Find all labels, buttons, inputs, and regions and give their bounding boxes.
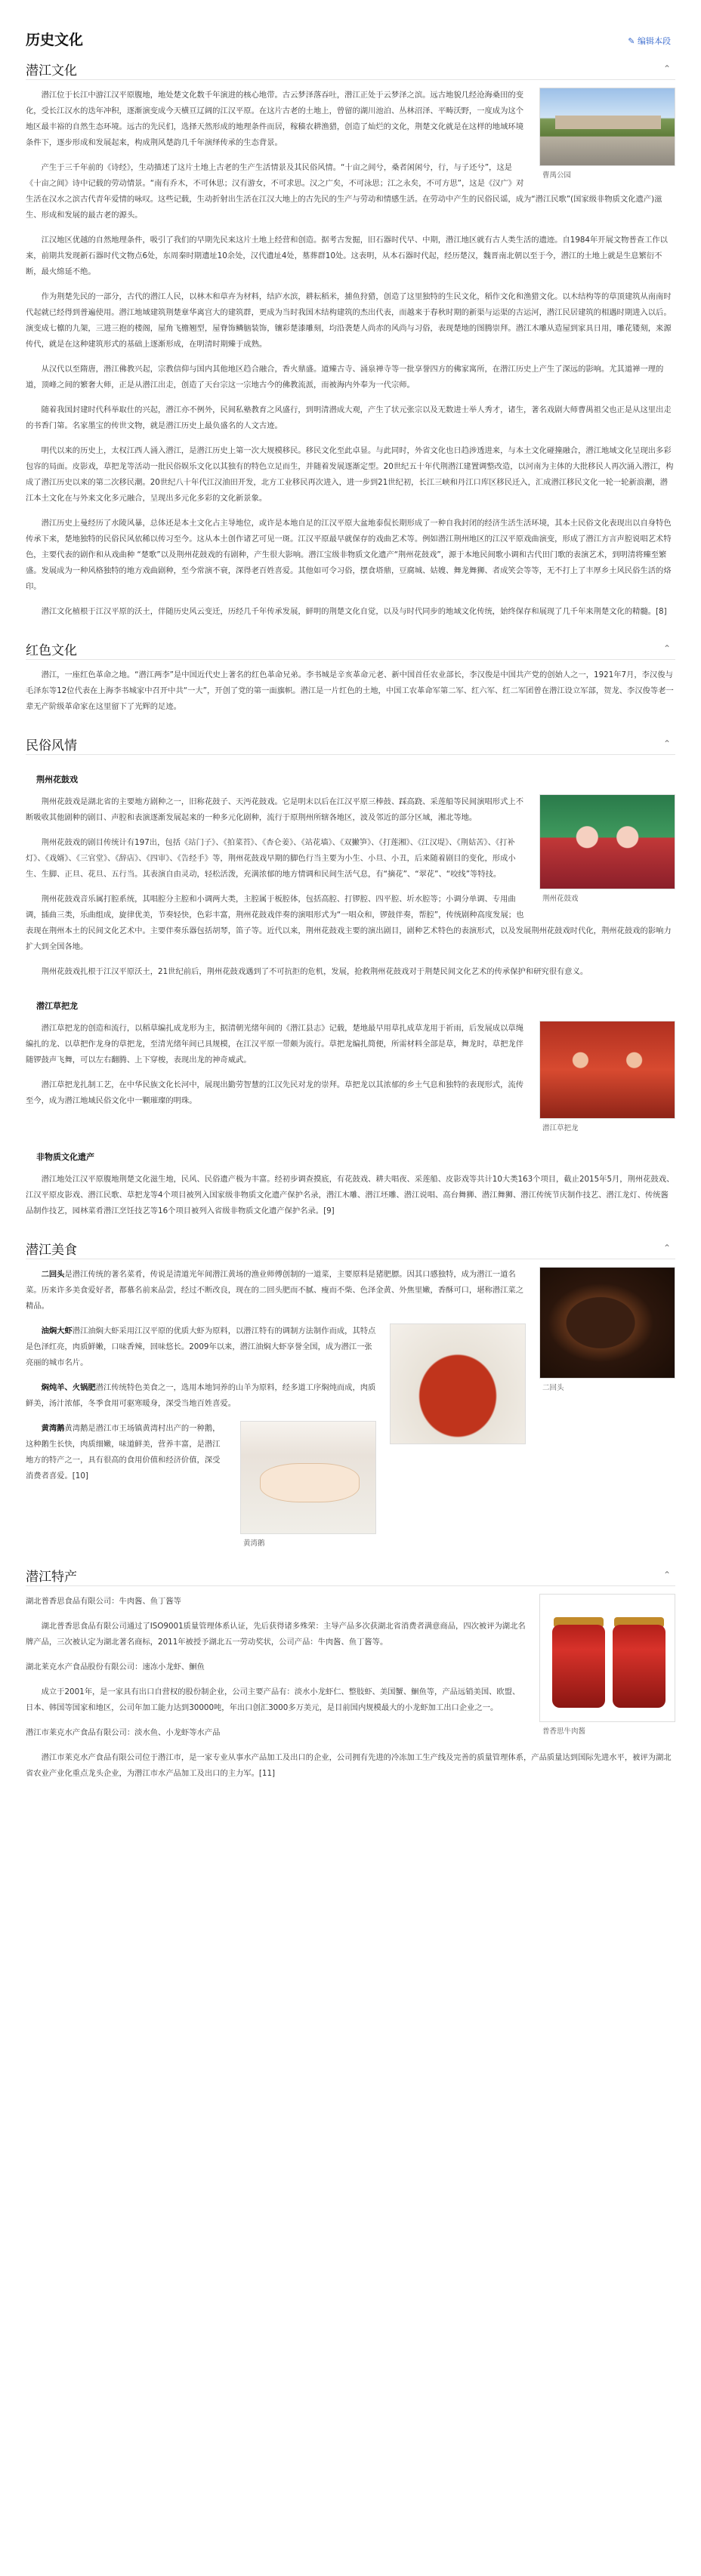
figure-park[interactable] bbox=[539, 88, 675, 180]
figure-caption: 曹禺公园 bbox=[542, 171, 572, 180]
section-body-food bbox=[26, 1259, 675, 1560]
paragraph: 作为荆楚先民的一部分，古代的潜江人民，以林木和草卉为材料，结庐水滨，耕耘稻米，捕鱼狩猎，创造了这里独特的生民文化，稻作文化和渔猎文化。以木结构等的草顶建筑从南南时代起就已经得到普遍使用。潜江地域建筑荆楚章华离宫大的建筑群，更成为当时我国木结构建筑的杰出代表，而越来于春秋时期的新渠与运渠的古运河，潜江民居建筑的相遇时期进入以后。演变成七檩的九架，三进三抱的楼阁，屋角飞檐翘型，屋脊饰鳞脑装饰，镶彩楚漆雕刻，均沿袭楚人尚赤的风尚与习俗，表现楚地的图腾崇拜。潜江木雕从造屋到家具日用，雕花镂刻，来源传代，就是在这种建筑形式的基础上逐渐形成，在明清时期臻于成熟。 bbox=[26, 292, 672, 349]
figure-caption: 潜江草把龙 bbox=[542, 1124, 579, 1132]
paragraph: 潜江，一座红色革命之地。“潜江两李”是中国近代史上著名的红色革命兄弟。李书城是辛亥革命元老、新中国首任农业部长，李汉俊是中国共产党的创始人之一，1921年7月，李汉俊与毛泽东等12位代表在上海李书城家中召开中共“一大”，开创了党的第一面旗帜。潜江是一片红色的土地，中国工农革命军第二军、红六军、红二军团曾在潜江设立军部，贺龙、李汉俊等老一辈无产阶级革命家在这里留下了光辉的足迹。 bbox=[26, 670, 674, 711]
food-name: 焖炖羊、火锅肥 bbox=[41, 1383, 96, 1392]
paragraph: 明代以来的历史上，太权江西人涌入潜江，是潜江历史上第一次大规模移民。移民文化至此卓显。与此同时，外省文化也日趋涉透进来，与本土文化碰撞融合，潜江地域文化呈现出多彩包容的局面。皮影戏，草把龙等活动一批民俗娱乐文化以其独有的特色立足而生，并随着发展逐渐定型。20世纪五十年代荆潜江建置调整改造，以河南为主体的大批移民人再次涌入潜江，构成了潜江历史以来的第二次移民潮。20世纪八十年代江汉油田开发，北方工业移民再次进入，进一步到21世纪初，长江三峡和丹江口库区移民迁入，汇成潜江移民文化一轮一轮新浪潮，潜江本土文化在与外来文化多元融合，呈现出多元化多彩的文化新景象。 bbox=[26, 446, 674, 503]
figure-dragon[interactable] bbox=[539, 1021, 675, 1132]
figure-caption: 荆州花鼓戏 bbox=[542, 895, 579, 903]
paragraph: 潜江文化植根于江汉平原的沃土，伴随历史风云变迁，历经几千年传承发展，鲜明的荆楚文化自觉，以及与时代同步的地域文化传统，始终保存和展现了几千年来荆楚文化的精髓。[8] bbox=[41, 607, 667, 616]
erhuitou-image[interactable] bbox=[539, 1267, 675, 1379]
paragraph: 潜江历史上曼经历了水陵风暴，总体还是本土文化占主导地位，或许是本地自足的江汉平原大盆地泰侃长期形成了一种自我封闭的经济生活生活环境，其本土民俗文化表现出以自身特色传承下来，楚地独特的民俗民风依稀以传习至今。这从本土创作诸艺可见一斑。江汉平原最早就保存的戏曲艺术等。例如潜江荆州地区的江汉平原戏曲演变，形成了潜江方言声腔说唱艺术特色，主要代表的剧作和从戏曲种 “楚歌”以及荆州花鼓戏的有剧种，产生很大影响。潜江宝级非物质文化遗产“荆州花鼓戏”，源于本地民间歌小调和古代田门歌的表演艺术，到明清将臻至繁盛。发展成为一种风格独特的地方戏曲剧种，至今常演不衰，深得老百姓喜爱。其他如可令习俗，摆食塔鼎，豆腐城、姑嫂、舞龙舞狮、者成笑会等等，无不打上了丰厚乡土风民俗生活的烙印。 bbox=[26, 519, 672, 591]
paragraph: 江汉地区优越的自然地理条件，吸引了我们的早期先民来这片土地上经营和创造。据考古发掘，旧石器时代早、中期，潜江地区就有古人类生活的遗迹。自1984年开展文物普查工作以来，前期共发现新石器时代文物点6处，东周秦时期遗址10余处，汉代遗址4处，墓葬群10处。这表明，从本石器时代起，经历楚汉，魏晋南北朝以至于今，潜江的土地上就是生息繁衍不断，最火绵延不绝。 bbox=[26, 236, 668, 276]
chevron-up-icon[interactable]: ⌃ bbox=[662, 738, 671, 749]
section-title: 潜江美食 bbox=[26, 1242, 77, 1258]
paragraph: 潜江市莱克水产食品有限公司：淡水鱼、小龙虾等水产品 bbox=[26, 1728, 221, 1737]
section-header-food[interactable] bbox=[26, 1237, 675, 1259]
paragraph: 荆州花鼓戏音乐属打腔系统，其唱腔分主腔和小调两大类，主腔属于板腔体，包括高腔、打锣腔、四平腔、圻水腔等；小调分单调、专用曲调，插曲三类，乐曲组成，旋律优美，节奏轻快，色彩丰富，荆州花鼓戏伴奏的演唱形式为“一唱众和，锣鼓伴奏，帮腔”，传统剧种高度发展；也表现在荆州本土的民间文化艺术中。主要伴奏乐器包括胡琴，笛子等。近代以来，荆州花鼓戏主要的演出剧目，剧种艺术特色的表演形式，以及发展荆州花鼓戏时代化，荆州花鼓戏的影响力扩大到全国各地。 bbox=[26, 895, 672, 951]
section-title: 民俗风情 bbox=[26, 738, 77, 753]
food-text: 是潜江传统的著名菜肴，传说是清道光年间潜江黄场的渔业师傅创制的一道菜，主要原料是猪肥膘。因其口感独特，成为潜江一道名菜。历来许多美食爱好者，都慕名前来品尝，经过不断改良，现在的二回头肥而不腻、瘦而不柴、色泽金黄、外焦里嫩，香酥可口，堪称潜江菜之精品。 bbox=[26, 1270, 523, 1311]
figure-crayfish[interactable] bbox=[390, 1323, 526, 1444]
edit-label: 编辑本段 bbox=[638, 36, 671, 46]
jar bbox=[552, 1625, 605, 1708]
figure-caption: 黄湾鹅 bbox=[243, 1539, 265, 1548]
section-body-folk-customs bbox=[26, 755, 675, 1233]
section-body-red-culture bbox=[26, 660, 675, 729]
figure-goose[interactable] bbox=[240, 1421, 376, 1548]
paragraph: 潜江地处江汉平原腹地荆楚文化滋生地，民风、民俗遗产极为丰富。经初步调查摸底，有花鼓戏、耕夫唱夜、采莲船、皮影戏等共计10大类163个项目，截止2015年5月，荆州花鼓戏、江汉平原皮影戏、潜江民歌、草把龙等4个项目被列入国家级非物质文化遗产保护名录，潜江木雕、潜江坯雕、潜江说唱、高台舞狮、潜江舞狮、潜江传统节庆制作技艺、潜江龙灯、传统酱品制作技艺，园林菜肴潜江烹饪技艺等16个项目被列入省级非物质文化遗产保护名录。[9] bbox=[26, 1175, 675, 1216]
section-body-qianjiang-culture bbox=[26, 80, 675, 633]
opera-image[interactable] bbox=[539, 794, 675, 889]
subheading-dragon: 潜江草把龙 bbox=[36, 1001, 78, 1011]
food-name: 油焖大虾 bbox=[41, 1327, 73, 1336]
food-name-link[interactable]: 二回头 bbox=[41, 1270, 65, 1279]
edit-section-link[interactable]: ✎ 编辑本段 bbox=[628, 36, 671, 46]
figure-erhuitou[interactable] bbox=[539, 1267, 675, 1392]
subheading-heritage: 非物质文化遗产 bbox=[36, 1152, 94, 1162]
paragraph: 产生于三千年前的《诗经》，生动描述了这片土地上古老的生产生活情景及其民俗风情。“十亩之间兮，桑者闲闲兮，行，与子还兮”，这是《十亩之间》诗中记载的劳动情景。“南有乔木，不可休思；汉有游女，不可求思。汉之广矣，不可泳思；江之永矣，不可方思”，这是《汉广》对生活在汉水之滨古代青年爱情的咏叹。这些记载，生动折射出生活在江汉大地上的古先民的生产与劳动和情感生活。在劳动中产生的民俗民谣，成为“潜江民歌”(国家级非物质文化遗产)滋生、形成和发展的最古老的源头。 bbox=[26, 163, 662, 220]
paragraph: 潜江草把龙扎制工艺，在中华民族文化长河中，展现出勤劳智慧的江汉先民对龙的崇拜。草把龙以其浓郁的乡土气息和独特的表现形式，流传至今，成为潜江地域民俗文化中一颗璀璨的明珠。 bbox=[26, 1080, 523, 1105]
paragraph: 湖北普香思食品有限公司通过了ISO9001质量管理体系认证，先后获得诸多殊荣：主导产品多次获湖北省消费者满意商品，四次被评为湖北名牌产品，三次被认定为湖北著名商标，2011年被授予湖北五一劳动奖状，公司产品：牛肉酱、鱼丁酱等。 bbox=[26, 1622, 526, 1647]
page-title: 历史文化 bbox=[26, 32, 84, 48]
paragraph: 潜江草把龙的创造和流行，以稻草编扎成龙形为主，据清朝光绪年间的《潜江县志》记载，楚地最早用草扎成草龙用于祈雨，后发展成以草绳编扎的龙、以草把作龙身的草把龙，至清光绪年间已具规模，在江汉平原一带颇为流行。草把龙编扎简便，所需材料全部是草，舞龙时，草把龙伴随锣鼓声飞舞，可以左右翻腾、上下穿梭，表现出龙的神奇威武。 bbox=[26, 1024, 523, 1065]
paragraph: 从汉代以至隋唐，潜江佛教兴起，宗教信仰与国内其他地区趋合融合，香火鼎盛。道臻古寺、涌泉禅寺等一批享誉四方的佛家寓所，在潜江历史上产生了深远的影响。尤其道禅一理的道，顶峰之间的繁奢大师，正是从潜江出走，创造了天台宗这一宗地古今的佛教流派，而被海内外奉为一代宗师。 bbox=[26, 365, 664, 390]
section-title: 潜江文化 bbox=[26, 63, 77, 79]
section-title: 红色文化 bbox=[26, 642, 77, 658]
goose-image[interactable] bbox=[240, 1421, 376, 1534]
chevron-up-icon[interactable]: ⌃ bbox=[662, 1243, 671, 1253]
dragon-dance-image[interactable] bbox=[539, 1021, 675, 1119]
figure-caption: 二回头 bbox=[542, 1384, 564, 1392]
figure-caption: 普香思牛肉酱 bbox=[542, 1727, 586, 1736]
chevron-up-icon[interactable]: ⌃ bbox=[662, 63, 671, 74]
food-text: 黄湾鹅是潜江市王场镇黄湾村出产的一种鹅，这种鹅生长快，肉质细嫩，味道鲜美，营养丰富，是潜江地方的特产之一，具有很高的食用价值和经济价值，深受消费者喜爱。[10] bbox=[26, 1424, 221, 1481]
paragraph: 随着我国封建时代科举取仕的兴起，潜江亦不例外，民间私塾教育之风盛行，到明清潜成大观，产生了状元张宗以及无数进士举人秀才，诸生，著名戏剧大师曹禺祖父也正是从这里出走的书香门第。名家墨宝的传世文物，就是潜江历史上最负盛名的人文古迹。 bbox=[26, 405, 672, 430]
section-header-qianjiang-culture[interactable] bbox=[26, 58, 675, 80]
section-title: 潜江特产 bbox=[26, 1569, 77, 1585]
paragraph: 湖北莱克水产食品股份有限公司：速冻小龙虾、鮰鱼 bbox=[26, 1662, 205, 1672]
food-text: 潜江油焖大虾采用江汉平原的优质大虾为原料，以潜江特有的调制方法制作而成，其特点是色泽红亮，肉质鲜嫩，口味香辣，回味悠长。2009年以来，潜江油焖大虾享誉全国，成为潜江一张亮丽的城市名片。 bbox=[26, 1327, 376, 1367]
subheading-opera: 荆州花鼓戏 bbox=[36, 775, 78, 784]
beef-sauce-image[interactable] bbox=[539, 1594, 675, 1722]
paragraph: 荆州花鼓戏的剧目传统计有197出，包括《站门子》、《拍菜苔》、《杏仑姜》、《站花墙》、《双撇笋》、《打莲湘》、《江汉堤》、《荆姑苦》、《打补灯》、《戏婿》、《三官堂》、《辞店》、《四审》、《告经手》等，荆州花鼓戏早期的脚色行当主要为小生、小旦、小丑，后来随着剧目的变化，形成小生、生脚、正旦、花旦、五行当。其表演自由灵动，轻松活泼，充满浓郁的地方情调和民间生活气息，有“摘花”、“翠花”、“咬线”等特技。 bbox=[26, 838, 516, 879]
article bbox=[26, 0, 675, 1795]
park-image[interactable] bbox=[539, 88, 675, 166]
chevron-up-icon[interactable]: ⌃ bbox=[662, 1570, 671, 1580]
figure-beef-sauce[interactable] bbox=[539, 1594, 675, 1736]
section-header-red-culture[interactable] bbox=[26, 638, 675, 660]
crayfish-image[interactable] bbox=[390, 1323, 526, 1444]
section-header-specialty[interactable] bbox=[26, 1564, 675, 1586]
paragraph: 成立于2001年，是一家具有出口自营权的股份制企业，公司主要产品有：淡水小龙虾仁、整肢虾、美国蟹、鮰鱼等，产品远销美国、欧盟、日本、韩国等国家和地区，公司年加工能力达到30000吨，年出口创汇3000多万美元，是目前国内规模最大的小龙虾加工出口企业之一。 bbox=[26, 1687, 520, 1712]
food-name: 黄湾鹅 bbox=[41, 1424, 65, 1433]
chevron-up-icon[interactable]: ⌃ bbox=[662, 643, 671, 654]
section-body-specialty bbox=[26, 1586, 675, 1795]
paragraph: 潜江位于长江中游江汉平原腹地，地处楚文化数千年演进的核心地带。古云梦泽落吞吐，潜江正处于云梦泽之滨。远古地貌几经沧海桑田的变化，受长江汉水的迭年冲积，逐渐演变成今天横亘辽阔的江汉平原。在这片古老的土地上，曾留的湖川池泊、丛林沼泽、平畴沃野，一度成为这个地区最丰裕的自然生态环境。远古的先民们，选择天然形成的地理条件而居，稼穑农耕渔猎，创造了灿烂的文化，荆楚文化就是在这样的地域环境条件下，逐步形成和发展起来，构成荆风楚韵几千年演绎传承的生态背景。 bbox=[26, 91, 523, 147]
food-text: 潜江传统特色美食之一，选用本地饲养的山羊为原料，经多道工序焖炖而成，肉质鲜美，汤汁浓郁，冬季食用可驱寒暖身，深受当地百姓喜爱。 bbox=[26, 1383, 376, 1408]
section-header-folk-customs[interactable] bbox=[26, 733, 675, 755]
paragraph: 湖北普香思食品有限公司：牛肉酱、鱼丁酱等 bbox=[26, 1597, 181, 1606]
paragraph: 潜江市莱克水产食品有限公司位于潜江市，是一家专业从事水产品加工及出口的企业，公司拥有先进的冷冻加工生产线及完善的质量管理体系，产品质量达到国际先进水平，被评为湖北省农业产业化重点龙头企业，为潜江市水产品加工及出口的主力军。[11] bbox=[26, 1753, 672, 1778]
paragraph: 荆州花鼓戏扎根于江汉平原沃土，21世纪前后，荆州花鼓戏遇到了不可抗拒的危机，发展，抢救荆州花鼓戏对于荆楚民间文化艺术的传承保护和研究很有意义。 bbox=[41, 967, 588, 976]
figure-opera[interactable] bbox=[539, 794, 675, 903]
paragraph: 荆州花鼓戏是湖北省的主要地方剧种之一，旧称花鼓子、天沔花鼓戏。它是明末以后在江汉平原三棒鼓、踩高跷、采莲船等民间演唱形式上不断吸收其他剧种的剧目、声腔和表演逐渐发展起来的一种多元化剧种，流行于原荆州所辖各地区，波及邻近的部分区域，湘北等地。 bbox=[26, 797, 523, 822]
jar bbox=[613, 1625, 665, 1708]
